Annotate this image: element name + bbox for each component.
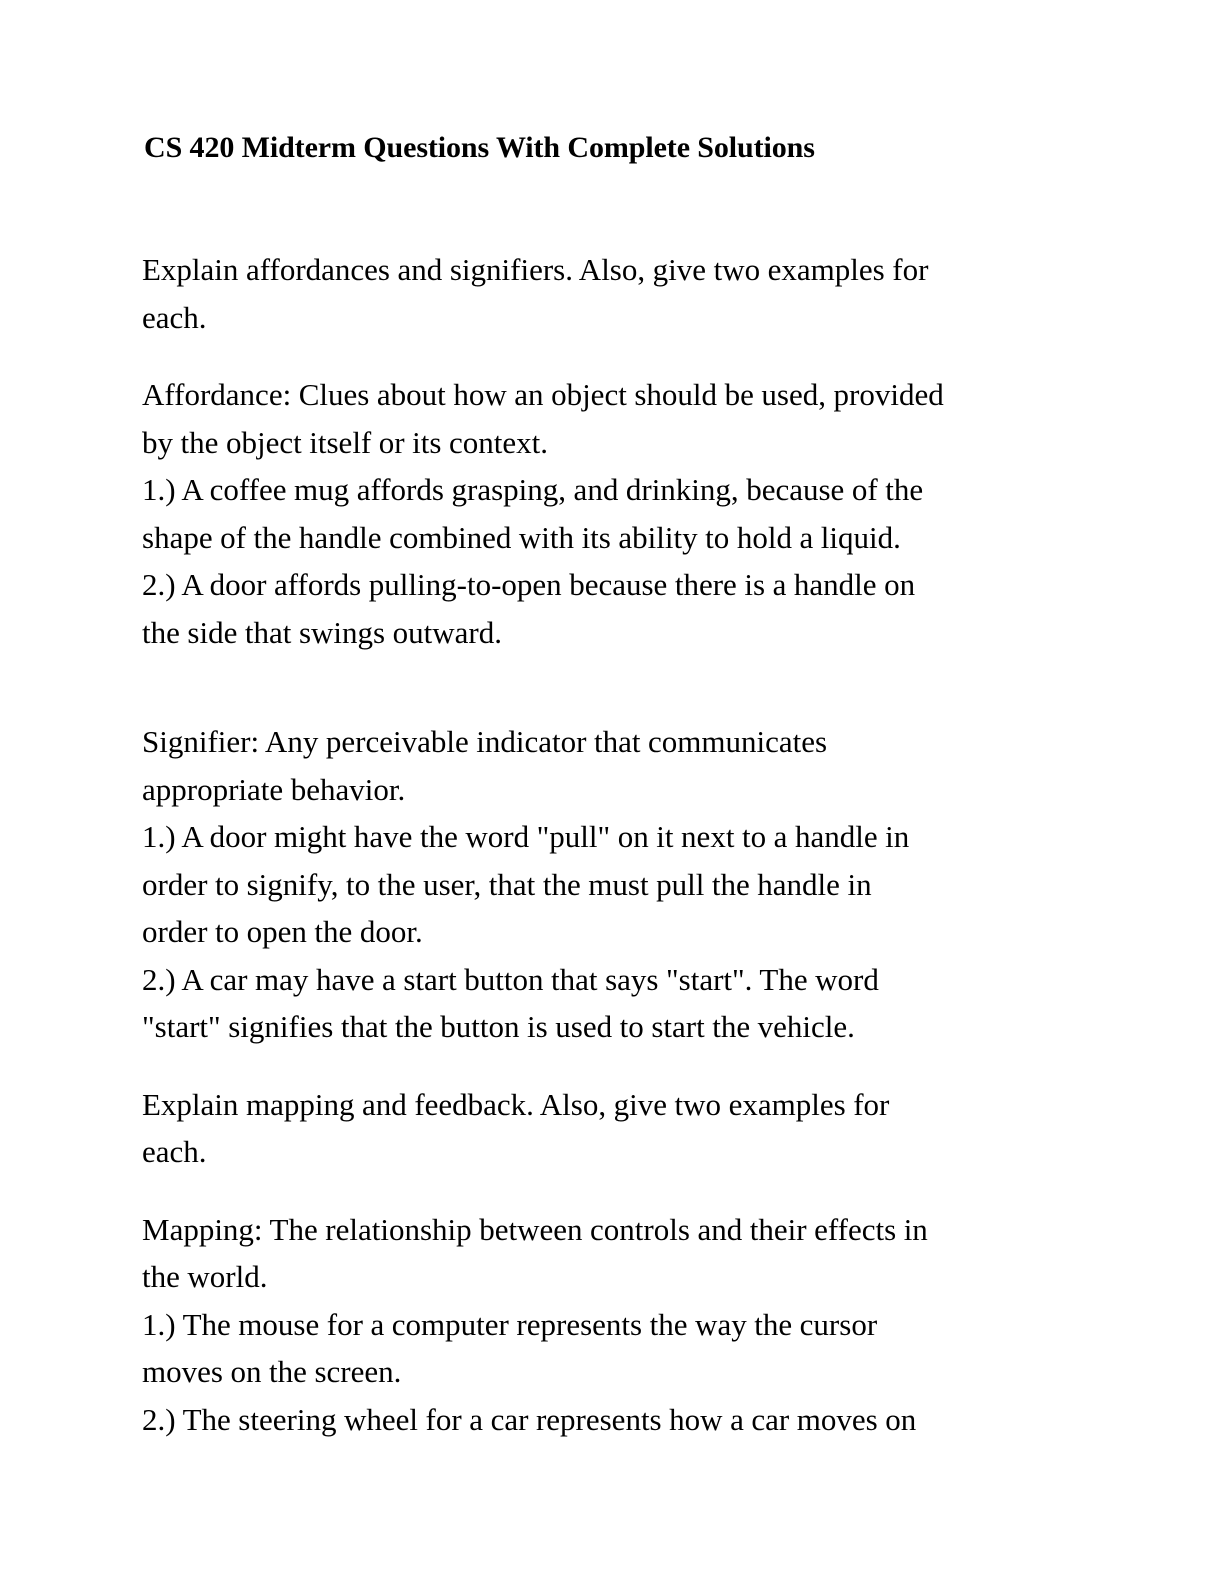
text-line: the world. xyxy=(142,1259,268,1294)
text-line: appropriate behavior. xyxy=(142,771,406,807)
question-block-affordances-signifiers xyxy=(142,246,1092,341)
text-line: 1.) The mouse for a computer represents the way the cursor xyxy=(142,1306,878,1342)
text-line: 2.) A car may have a start button that says "start". The word xyxy=(142,961,879,997)
text-line: 1.) A coffee mug affords grasping, and drinking, because of the xyxy=(142,472,924,507)
text-line: the side that swings outward. xyxy=(142,614,502,650)
text-line: 2.) The steering wheel for a car represents how a car moves on xyxy=(142,1401,917,1437)
text-line: order to open the door. xyxy=(142,914,423,949)
text-line: 2.) A door affords pulling-to-open because there is a handle on xyxy=(142,567,916,602)
answer-block-affordance xyxy=(142,371,1092,656)
text-line: shape of the handle combined with its ability to hold a liquid. xyxy=(142,519,901,555)
text-line: by the object itself or its context. xyxy=(142,424,549,460)
question-block-mapping-feedback xyxy=(142,1081,1092,1176)
text-line: Explain mapping and feedback. Also, give two examples for xyxy=(142,1086,890,1122)
text-line: each. xyxy=(142,299,207,335)
page-title: CS 420 Midterm Questions With Complete Solutions xyxy=(144,131,815,164)
answer-block-signifier xyxy=(142,718,1092,1051)
document-body xyxy=(142,128,1092,1443)
text-line: 1.) A door might have the word "pull" on it next to a handle in xyxy=(142,819,910,854)
text-line: Affordance: Clues about how an object should be used, provided xyxy=(142,377,944,412)
text-line: Signifier: Any perceivable indicator that communicates xyxy=(142,724,828,759)
text-line: order to signify, to the user, that the must pull the handle in xyxy=(142,866,872,902)
text-line: Mapping: The relationship between controls and their effects in xyxy=(142,1211,928,1247)
text-line: each. xyxy=(142,1134,207,1169)
text-line: "start" signifies that the button is used to start the vehicle. xyxy=(142,1009,855,1044)
text-line: moves on the screen. xyxy=(142,1354,402,1389)
text-line: Explain affordances and signifiers. Also, give two examples for xyxy=(142,252,929,287)
answer-block-mapping xyxy=(142,1206,1092,1444)
